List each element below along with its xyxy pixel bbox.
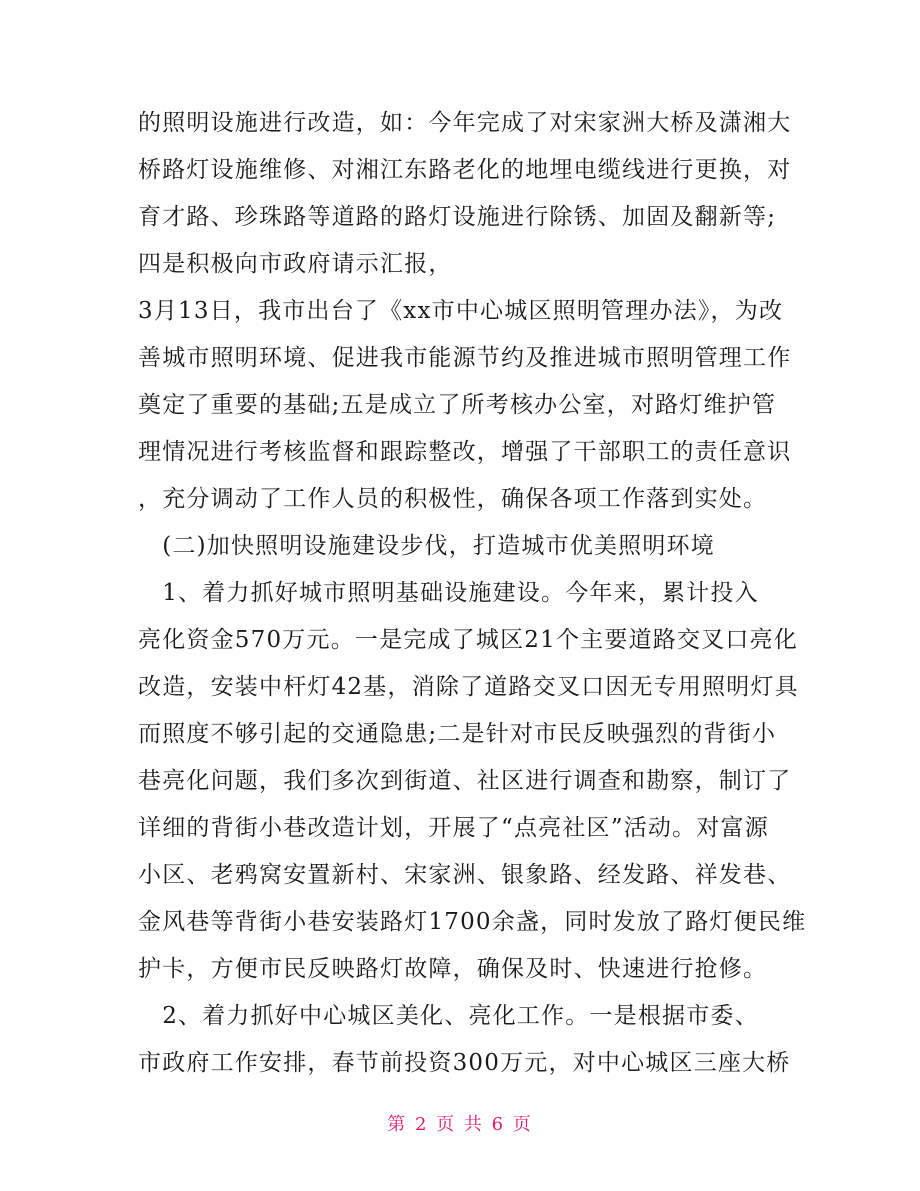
- text-line: 善城市照明环境、促进我市能源节约及推进城市照明管理工作: [138, 345, 792, 371]
- text-line: 的照明设施进行改造，如：今年完成了对宋家洲大桥及潇湘大: [138, 110, 792, 136]
- document-body: [138, 100, 807, 1087]
- text-line: 金风巷等背街小巷安装路灯1700余盏，同时发放了路灯便民维: [138, 909, 807, 935]
- text-line: 2、着力抓好中心城区美化、亮化工作。一是根据市委、: [138, 1003, 759, 1029]
- text-line: 3月13日，我市出台了《xx市中心城区照明管理办法》，为改: [138, 298, 784, 324]
- page-number-footer: 第 2 页 共 6 页: [387, 1114, 533, 1135]
- text-line: 1、着力抓好城市照明基础设施建设。今年来，累计投入: [138, 580, 759, 606]
- text-line: 亮化资金570万元。一是完成了城区21个主要道路交叉口亮化: [138, 627, 798, 653]
- text-line: 而照度不够引起的交通隐患;二是针对市民反映强烈的背街小: [138, 721, 777, 747]
- text-line: 巷亮化问题，我们多次到街道、社区进行调查和勘察，制订了: [138, 768, 792, 794]
- text-line: 桥路灯设施维修、对湘江东路老化的地埋电缆线进行更换，对: [138, 157, 792, 183]
- text-line: ，充分调动了工作人员的积极性，确保各项工作落到实处。: [138, 486, 768, 512]
- text-line: 四是积极向市政府请示汇报，: [138, 251, 453, 277]
- text-line: 护卡，方便市民反映路灯故障，确保及时、快速进行抢修。: [138, 956, 768, 982]
- text-line: 小区、老鸦窝安置新村、宋家洲、银象路、经发路、祥发巷、: [138, 862, 792, 888]
- text-line: 育才路、珍珠路等道路的路灯设施进行除锈、加固及翻新等;: [138, 204, 777, 230]
- text-line: 奠定了重要的基础;五是成立了所考核办公室，对路灯维护管: [138, 392, 777, 418]
- text-line: 改造，安装中杆灯42基，消除了道路交叉口因无专用照明灯具: [138, 674, 799, 700]
- text-line: 市政府工作安排，春节前投资300万元，对中心城区三座大桥: [138, 1050, 791, 1076]
- text-line: 理情况进行考核监督和跟踪整改，增强了干部职工的责任意识: [138, 439, 792, 465]
- section-heading: (二)加快照明设施建设步伐，打造城市优美照明环境: [138, 533, 715, 559]
- text-line: 详细的背街小巷改造计划，开展了“点亮社区”活动。对富源: [138, 815, 769, 841]
